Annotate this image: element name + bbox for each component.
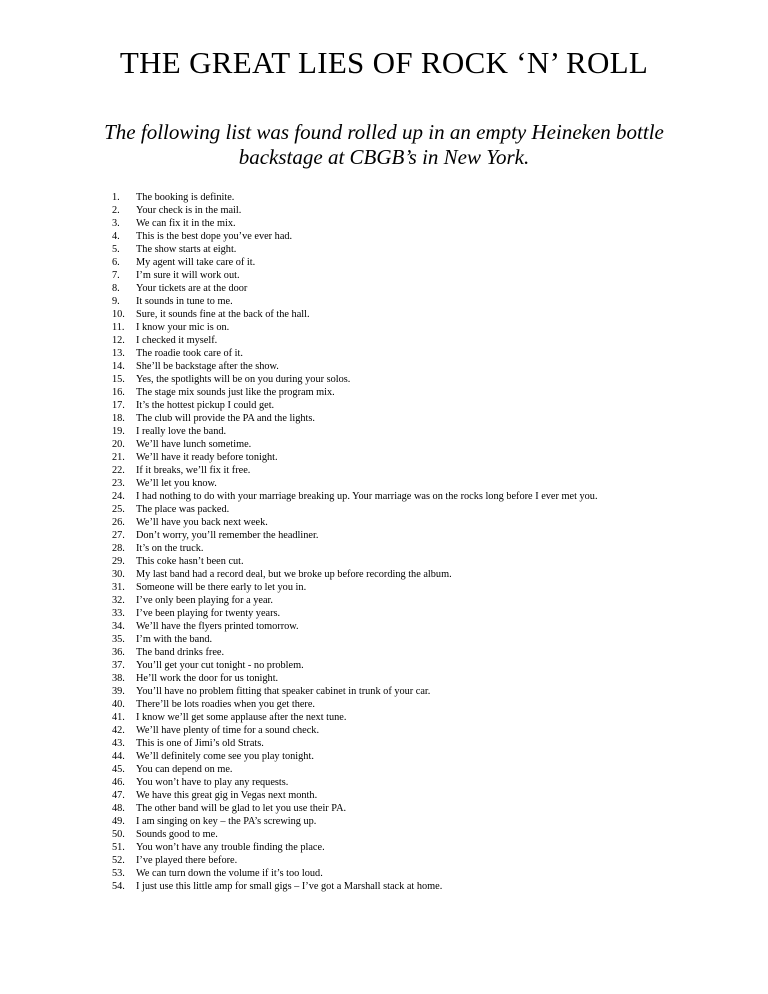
list-item-text: The roadie took care of it. [136, 348, 243, 359]
list-item-number: 5. [112, 244, 120, 255]
list-item [112, 191, 752, 204]
list-item [112, 269, 752, 282]
list-item-number: 28. [112, 543, 125, 554]
list-item [112, 607, 752, 620]
list-item-text: It sounds in tune to me. [136, 296, 233, 307]
list-item-text: You can depend on me. [136, 764, 233, 775]
list-item [112, 646, 752, 659]
list-item [112, 204, 752, 217]
list-item-number: 13. [112, 348, 125, 359]
subtitle: The following list was found rolled up in an empty Heineken bottle backstage at CBGB’s in New York. [104, 120, 664, 169]
list-item-number: 17. [112, 400, 125, 411]
list-item-number: 43. [112, 738, 125, 749]
list-item-number: 1. [112, 192, 120, 203]
list-item-number: 7. [112, 270, 120, 281]
list-item [112, 750, 752, 763]
list-item-text: We’ll let you know. [136, 478, 217, 489]
list-item [112, 672, 752, 685]
list-item [112, 568, 752, 581]
list-item-number: 48. [112, 803, 125, 814]
list-item-number: 25. [112, 504, 125, 515]
list-item-text: The stage mix sounds just like the program mix. [136, 387, 335, 398]
list-item [112, 243, 752, 256]
list-item-number: 23. [112, 478, 125, 489]
list-item [112, 698, 752, 711]
list-item-text: If it breaks, we’ll fix it free. [136, 465, 251, 476]
list-item-number: 37. [112, 660, 125, 671]
list-item-text: He’ll work the door for us tonight. [136, 673, 279, 684]
list-item-number: 29. [112, 556, 125, 567]
list-item-text: I know we’ll get some applause after the next tune. [136, 712, 347, 723]
list-item-text: Yes, the spotlights will be on you during your solos. [136, 374, 351, 385]
list-item-number: 35. [112, 634, 125, 645]
list-item-text: You’ll get your cut tonight - no problem. [136, 660, 304, 671]
list-item-number: 18. [112, 413, 125, 424]
list-item-text: We’ll have the flyers printed tomorrow. [136, 621, 299, 632]
list-item [112, 282, 752, 295]
list-item [112, 685, 752, 698]
list-item-text: We’ll have lunch sometime. [136, 439, 252, 450]
list-item-text: Your tickets are at the door [136, 283, 248, 294]
list-item-number: 24. [112, 491, 125, 502]
list-item-text: I’ve been playing for twenty years. [136, 608, 281, 619]
list-item [112, 516, 752, 529]
list-item-text: This is the best dope you’ve ever had. [136, 231, 293, 242]
list-item-text: My agent will take care of it. [136, 257, 256, 268]
lies-list [112, 191, 752, 893]
list-item-text: Don’t worry, you’ll remember the headliner. [136, 530, 319, 541]
list-item-text: The band drinks free. [136, 647, 225, 658]
list-item-text: I had nothing to do with your marriage breaking up. Your marriage was on the rocks long before I ever met you. [136, 491, 598, 502]
list-item-number: 30. [112, 569, 125, 580]
list-item-number: 31. [112, 582, 125, 593]
list-item [112, 451, 752, 464]
list-item [112, 763, 752, 776]
list-item [112, 854, 752, 867]
list-item [112, 386, 752, 399]
list-item [112, 737, 752, 750]
list-item-text: Someone will be there early to let you in. [136, 582, 307, 593]
list-item-text: My last band had a record deal, but we broke up before recording the album. [136, 569, 452, 580]
list-item-text: The other band will be glad to let you use their PA. [136, 803, 347, 814]
list-item [112, 295, 752, 308]
page-title: THE GREAT LIES OF ROCK ‘N’ ROLL [119, 45, 649, 80]
list-item-number: 42. [112, 725, 125, 736]
list-item-text: Sounds good to me. [136, 829, 218, 840]
list-item-number: 41. [112, 712, 125, 723]
list-item-number: 10. [112, 309, 125, 320]
list-item-text: Sure, it sounds fine at the back of the hall. [136, 309, 310, 320]
list-item-text: I just use this little amp for small gigs – I’ve got a Marshall stack at home. [136, 881, 443, 892]
list-item-number: 12. [112, 335, 125, 346]
list-item-number: 38. [112, 673, 125, 684]
list-item-text: We can fix it in the mix. [136, 218, 236, 229]
list-item-number: 14. [112, 361, 125, 372]
list-item [112, 399, 752, 412]
list-item-number: 32. [112, 595, 125, 606]
list-item-number: 27. [112, 530, 125, 541]
list-item-text: I’ve only been playing for a year. [136, 595, 273, 606]
list-item-number: 15. [112, 374, 125, 385]
list-item-text: We’ll have you back next week. [136, 517, 268, 528]
list-item [112, 711, 752, 724]
list-item [112, 581, 752, 594]
list-item-number: 39. [112, 686, 125, 697]
list-item-text: We’ll have plenty of time for a sound check. [136, 725, 320, 736]
list-item [112, 633, 752, 646]
list-item-number: 47. [112, 790, 125, 801]
list-item-text: This is one of Jimi’s old Strats. [136, 738, 264, 749]
list-item-text: I know your mic is on. [136, 322, 230, 333]
list-item-text: We’ll have it ready before tonight. [136, 452, 278, 463]
list-item [112, 334, 752, 347]
list-item-number: 51. [112, 842, 125, 853]
list-item [112, 490, 752, 503]
list-item [112, 464, 752, 477]
list-item [112, 776, 752, 789]
list-item [112, 802, 752, 815]
list-item-number: 2. [112, 205, 120, 216]
list-item [112, 503, 752, 516]
list-item [112, 542, 752, 555]
list-item [112, 659, 752, 672]
list-item-text: You won’t have to play any requests. [136, 777, 289, 788]
list-item [112, 360, 752, 373]
list-item-number: 16. [112, 387, 125, 398]
list-item [112, 373, 752, 386]
list-item-text: The booking is definite. [136, 192, 235, 203]
list-item [112, 477, 752, 490]
list-item-number: 6. [112, 257, 120, 268]
list-item [112, 828, 752, 841]
list-item [112, 321, 752, 334]
list-item [112, 425, 752, 438]
list-item-text: I checked it myself. [136, 335, 218, 346]
list-item [112, 256, 752, 269]
list-item-text: I’ve played there before. [136, 855, 238, 866]
list-item [112, 308, 752, 321]
list-item-number: 34. [112, 621, 125, 632]
list-item-text: She’ll be backstage after the show. [136, 361, 279, 372]
list-item-text: You won’t have any trouble finding the place. [136, 842, 325, 853]
list-item-number: 54. [112, 881, 125, 892]
list-item [112, 594, 752, 607]
list-item-text: We’ll definitely come see you play tonight. [136, 751, 314, 762]
list-item [112, 815, 752, 828]
list-item-number: 4. [112, 231, 120, 242]
list-item-number: 22. [112, 465, 125, 476]
list-item-number: 21. [112, 452, 125, 463]
list-item [112, 555, 752, 568]
list-item-text: It’s the hottest pickup I could get. [136, 400, 275, 411]
list-item-text: I’m with the band. [136, 634, 213, 645]
list-item-text: This coke hasn’t been cut. [136, 556, 244, 567]
list-item-number: 19. [112, 426, 125, 437]
list-item-number: 26. [112, 517, 125, 528]
list-item-text: The place was packed. [136, 504, 230, 515]
list-item-number: 8. [112, 283, 120, 294]
list-item-number: 50. [112, 829, 125, 840]
list-item [112, 620, 752, 633]
list-item-text: The club will provide the PA and the lights. [136, 413, 315, 424]
list-item-number: 33. [112, 608, 125, 619]
list-item [112, 880, 752, 893]
list-item [112, 230, 752, 243]
list-item-number: 49. [112, 816, 125, 827]
list-item-number: 52. [112, 855, 125, 866]
list-item-text: We have this great gig in Vegas next month. [136, 790, 318, 801]
list-item-number: 46. [112, 777, 125, 788]
list-item-text: You’ll have no problem fitting that speaker cabinet in trunk of your car. [136, 686, 431, 697]
list-item-text: There’ll be lots roadies when you get there. [136, 699, 315, 710]
list-item [112, 412, 752, 425]
list-item-number: 11. [112, 322, 125, 333]
list-item-number: 36. [112, 647, 125, 658]
list-item-number: 45. [112, 764, 125, 775]
list-item [112, 724, 752, 737]
list-item-number: 20. [112, 439, 125, 450]
list-item-number: 9. [112, 296, 120, 307]
list-item-text: The show starts at eight. [136, 244, 237, 255]
list-item-text: I am singing on key – the PA’s screwing up. [136, 816, 317, 827]
list-item-number: 3. [112, 218, 120, 229]
list-item-text: I really love the band. [136, 426, 227, 437]
list-item-number: 40. [112, 699, 125, 710]
list-item [112, 217, 752, 230]
list-item [112, 347, 752, 360]
list-item [112, 438, 752, 451]
list-item-text: Your check is in the mail. [136, 205, 242, 216]
list-item-number: 53. [112, 868, 125, 879]
list-item [112, 529, 752, 542]
list-item [112, 867, 752, 880]
list-item [112, 789, 752, 802]
list-item-number: 44. [112, 751, 125, 762]
list-item-text: I’m sure it will work out. [136, 270, 240, 281]
list-item-text: We can turn down the volume if it’s too loud. [136, 868, 323, 879]
list-item [112, 841, 752, 854]
list-item-text: It’s on the truck. [136, 543, 204, 554]
